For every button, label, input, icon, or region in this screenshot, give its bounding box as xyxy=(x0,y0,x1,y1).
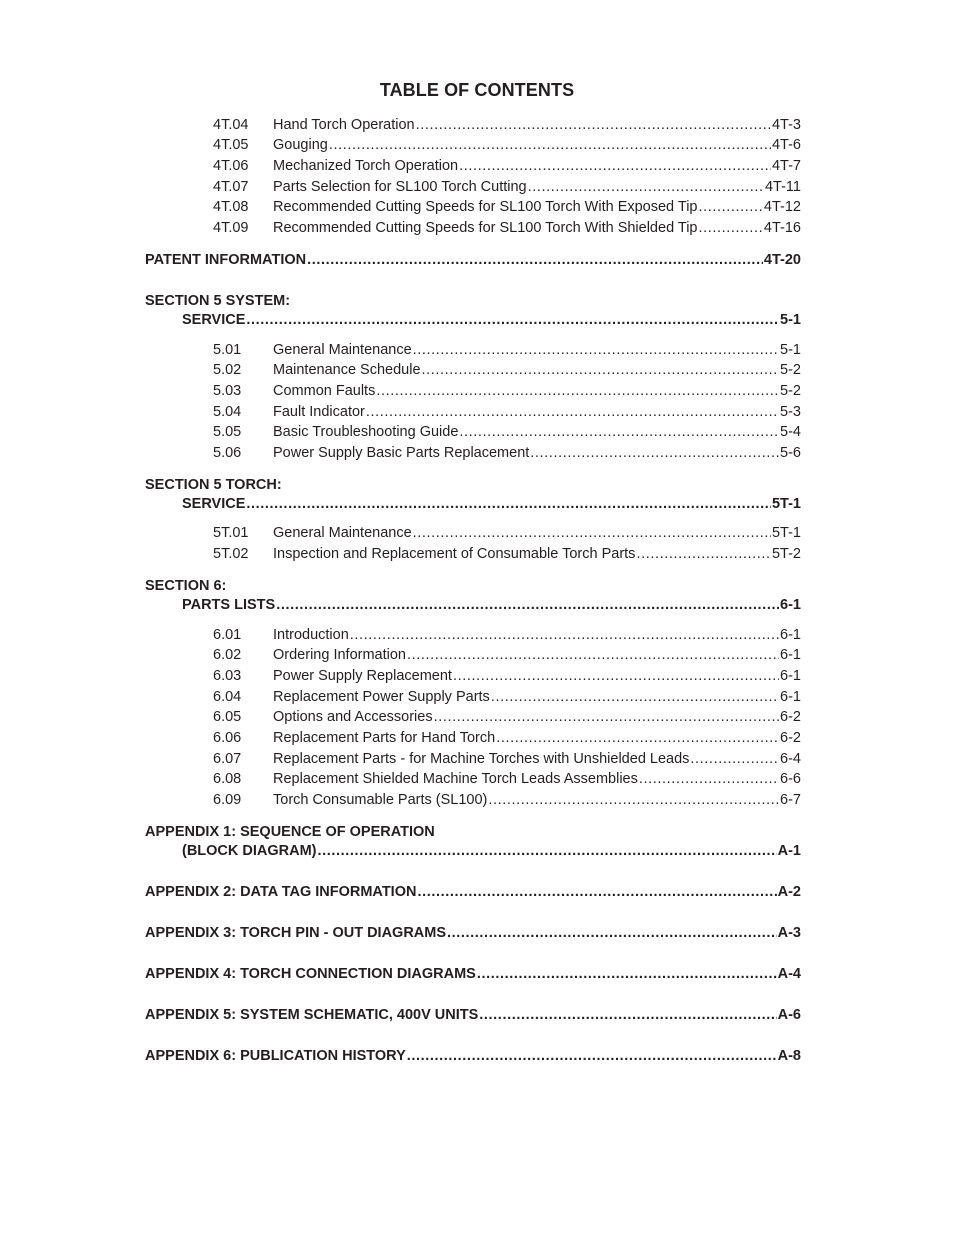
entry-title: Gouging xyxy=(273,137,328,153)
entry-page: 6-1 xyxy=(780,597,801,613)
entry-number: 5.06 xyxy=(213,445,242,461)
entry-page: 4T-3 xyxy=(771,117,801,133)
toc-entry[interactable] xyxy=(213,423,801,441)
entry-page: 6-7 xyxy=(780,792,801,808)
entry-number: 5.05 xyxy=(213,424,242,440)
dot-leader xyxy=(422,361,780,379)
toc-entry[interactable] xyxy=(213,750,801,768)
entry-number: 6.04 xyxy=(213,689,242,705)
dot-leader xyxy=(416,116,771,134)
dot-leader xyxy=(459,157,771,175)
dot-leader xyxy=(479,1006,776,1024)
entry-number: 4T.05 xyxy=(213,137,249,153)
entry-number: 4T.04 xyxy=(213,117,249,133)
toc-entry[interactable] xyxy=(213,157,801,175)
entry-page: 4T-6 xyxy=(771,137,801,153)
entry-number: 6.01 xyxy=(213,627,242,643)
entry-page: 6-1 xyxy=(780,668,801,684)
toc-entry[interactable] xyxy=(213,667,801,685)
entry-page: A-8 xyxy=(777,1048,801,1064)
entry-page: 5-2 xyxy=(780,362,801,378)
entry-title: Introduction xyxy=(273,627,349,643)
dot-leader xyxy=(488,791,779,809)
toc-entry[interactable] xyxy=(213,646,801,664)
entry-number: 5T.01 xyxy=(213,525,249,541)
entry-title: PARTS LISTS xyxy=(182,597,276,613)
entry-title: Ordering Information xyxy=(273,647,406,663)
entry-title: Power Supply Basic Parts Replacement xyxy=(273,445,530,461)
entry-page: 5-4 xyxy=(780,424,801,440)
entry-number: 6.08 xyxy=(213,771,242,787)
entry-page: 4T-12 xyxy=(763,199,801,215)
toc-entry-appendix[interactable] xyxy=(145,1006,801,1024)
entry-title: Options and Accessories xyxy=(273,709,433,725)
entry-number: 5T.02 xyxy=(213,546,249,562)
toc-entry[interactable] xyxy=(213,688,801,706)
toc-entry[interactable] xyxy=(213,178,801,196)
appendix-heading: APPENDIX 1: SEQUENCE OF OPERATION xyxy=(145,824,435,840)
entry-page: 4T-11 xyxy=(764,179,801,195)
dot-leader xyxy=(639,770,779,788)
entry-title: Replacement Parts - for Machine Torches with Unshielded Leads xyxy=(273,751,690,767)
entry-title: SERVICE xyxy=(182,312,246,328)
toc-entry-appendix[interactable] xyxy=(145,883,801,901)
entry-page: 5T-2 xyxy=(771,546,801,562)
dot-leader xyxy=(459,423,779,441)
toc-entry[interactable] xyxy=(213,791,801,809)
entry-title: APPENDIX 2: DATA TAG INFORMATION xyxy=(145,884,417,900)
entry-title: Mechanized Torch Operation xyxy=(273,158,459,174)
dot-leader xyxy=(699,198,763,216)
toc-entry-section[interactable] xyxy=(182,495,801,513)
entry-title: Maintenance Schedule xyxy=(273,362,421,378)
entry-page: 5T-1 xyxy=(771,496,801,512)
dot-leader xyxy=(528,178,764,196)
entry-page: 6-2 xyxy=(780,730,801,746)
section-heading: SECTION 5 TORCH: xyxy=(145,477,282,493)
entry-page: 5-6 xyxy=(780,445,801,461)
dot-leader xyxy=(434,708,779,726)
entry-title: Basic Troubleshooting Guide xyxy=(273,424,459,440)
entry-number: 6.05 xyxy=(213,709,242,725)
toc-entry[interactable] xyxy=(213,198,801,216)
toc-entry[interactable] xyxy=(213,219,801,237)
entry-page: 4T-7 xyxy=(771,158,801,174)
dot-leader xyxy=(530,444,779,462)
dot-leader xyxy=(276,596,779,614)
entry-page: A-1 xyxy=(777,843,801,859)
entry-number: 5.03 xyxy=(213,383,242,399)
entry-number: 5.02 xyxy=(213,362,242,378)
dot-leader xyxy=(491,688,779,706)
entry-title: (BLOCK DIAGRAM) xyxy=(182,843,317,859)
entry-page: 6-6 xyxy=(780,771,801,787)
entry-title: Replacement Parts for Hand Torch xyxy=(273,730,496,746)
dot-leader xyxy=(477,965,777,983)
dot-leader xyxy=(246,495,771,513)
entry-title: APPENDIX 3: TORCH PIN - OUT DIAGRAMS xyxy=(145,925,447,941)
toc-entry-section[interactable] xyxy=(182,596,801,614)
dot-leader xyxy=(329,136,771,154)
entry-page: A-2 xyxy=(777,884,801,900)
entry-number: 6.07 xyxy=(213,751,242,767)
entry-page: 6-1 xyxy=(780,647,801,663)
entry-number: 4T.09 xyxy=(213,220,249,236)
entry-page: A-6 xyxy=(777,1007,801,1023)
toc-entry[interactable] xyxy=(213,136,801,154)
toc-entry-section[interactable] xyxy=(182,311,801,329)
entry-title: General Maintenance xyxy=(273,342,412,358)
entry-title: APPENDIX 5: SYSTEM SCHEMATIC, 400V UNITS xyxy=(145,1007,479,1023)
toc-entry-appendix[interactable] xyxy=(145,965,801,983)
toc-entry-appendix[interactable] xyxy=(145,924,801,942)
toc-entry-appendix[interactable] xyxy=(182,842,801,860)
toc-entry-appendix[interactable] xyxy=(145,1047,801,1065)
dot-leader xyxy=(447,924,777,942)
entry-page: 6-2 xyxy=(780,709,801,725)
entry-page: A-3 xyxy=(777,925,801,941)
entry-page: 6-1 xyxy=(780,627,801,643)
entry-page: 5-2 xyxy=(780,383,801,399)
toc-entry[interactable] xyxy=(213,382,801,400)
entry-title: Common Faults xyxy=(273,383,376,399)
dot-leader xyxy=(350,626,779,644)
toc-entry[interactable] xyxy=(213,626,801,644)
toc-entry[interactable] xyxy=(213,361,801,379)
entry-number: 6.09 xyxy=(213,792,242,808)
entry-page: A-4 xyxy=(777,966,801,982)
entry-title: Replacement Shielded Machine Torch Leads Assemblies xyxy=(273,771,638,787)
dot-leader xyxy=(417,883,776,901)
page-title: TABLE OF CONTENTS xyxy=(379,80,575,100)
entry-title: General Maintenance xyxy=(273,525,412,541)
entry-page: 5-1 xyxy=(780,312,801,328)
toc-entry[interactable] xyxy=(213,708,801,726)
entry-title: Hand Torch Operation xyxy=(273,117,415,133)
entry-title: Recommended Cutting Speeds for SL100 Torch With Shielded Tip xyxy=(273,220,698,236)
dot-leader xyxy=(307,251,763,269)
dot-leader xyxy=(690,750,779,768)
entry-title: PATENT INFORMATION xyxy=(145,252,307,268)
toc-entry[interactable] xyxy=(213,444,801,462)
entry-title: Torch Consumable Parts (SL100) xyxy=(273,792,488,808)
entry-title: APPENDIX 6: PUBLICATION HISTORY xyxy=(145,1048,406,1064)
entry-page: 6-1 xyxy=(780,689,801,705)
toc-entry[interactable] xyxy=(213,403,801,421)
entry-page: 6-4 xyxy=(780,751,801,767)
section-heading: SECTION 6: xyxy=(145,578,227,594)
dot-leader xyxy=(407,1047,777,1065)
entry-title: Recommended Cutting Speeds for SL100 Torch With Exposed Tip xyxy=(273,199,698,215)
entry-number: 4T.08 xyxy=(213,199,249,215)
entry-page: 5-3 xyxy=(780,404,801,420)
entry-number: 6.06 xyxy=(213,730,242,746)
entry-number: 6.02 xyxy=(213,647,242,663)
dot-leader xyxy=(407,646,779,664)
dot-leader xyxy=(376,382,779,400)
section-heading: SECTION 5 SYSTEM: xyxy=(145,293,291,309)
toc-entry[interactable] xyxy=(213,341,801,359)
toc-entry-patent[interactable] xyxy=(145,251,801,269)
entry-page: 5-1 xyxy=(780,342,801,358)
toc-entry[interactable] xyxy=(213,770,801,788)
entry-number: 5.04 xyxy=(213,404,242,420)
entry-page: 5T-1 xyxy=(771,525,801,541)
toc-entry[interactable] xyxy=(213,116,801,134)
dot-leader xyxy=(318,842,777,860)
entry-page: 4T-20 xyxy=(763,252,801,268)
dot-leader xyxy=(636,545,771,563)
entry-title: Fault Indicator xyxy=(273,404,365,420)
dot-leader xyxy=(496,729,779,747)
dot-leader xyxy=(413,524,771,542)
entry-page: 4T-16 xyxy=(763,220,801,236)
entry-title: SERVICE xyxy=(182,496,246,512)
entry-number: 5.01 xyxy=(213,342,242,358)
dot-leader xyxy=(366,403,779,421)
entry-number: 4T.07 xyxy=(213,179,249,195)
entry-number: 6.03 xyxy=(213,668,242,684)
entry-title: APPENDIX 4: TORCH CONNECTION DIAGRAMS xyxy=(145,966,476,982)
entry-title: Replacement Power Supply Parts xyxy=(273,689,490,705)
dot-leader xyxy=(413,341,779,359)
entry-number: 4T.06 xyxy=(213,158,249,174)
entry-title: Inspection and Replacement of Consumable Torch Parts xyxy=(273,546,636,562)
toc-entry[interactable] xyxy=(213,524,801,542)
entry-title: Parts Selection for SL100 Torch Cutting xyxy=(273,179,527,195)
dot-leader xyxy=(699,219,763,237)
dot-leader xyxy=(453,667,779,685)
entry-title: Power Supply Replacement xyxy=(273,668,452,684)
toc-entry[interactable] xyxy=(213,545,801,563)
toc-entry[interactable] xyxy=(213,729,801,747)
dot-leader xyxy=(246,311,779,329)
